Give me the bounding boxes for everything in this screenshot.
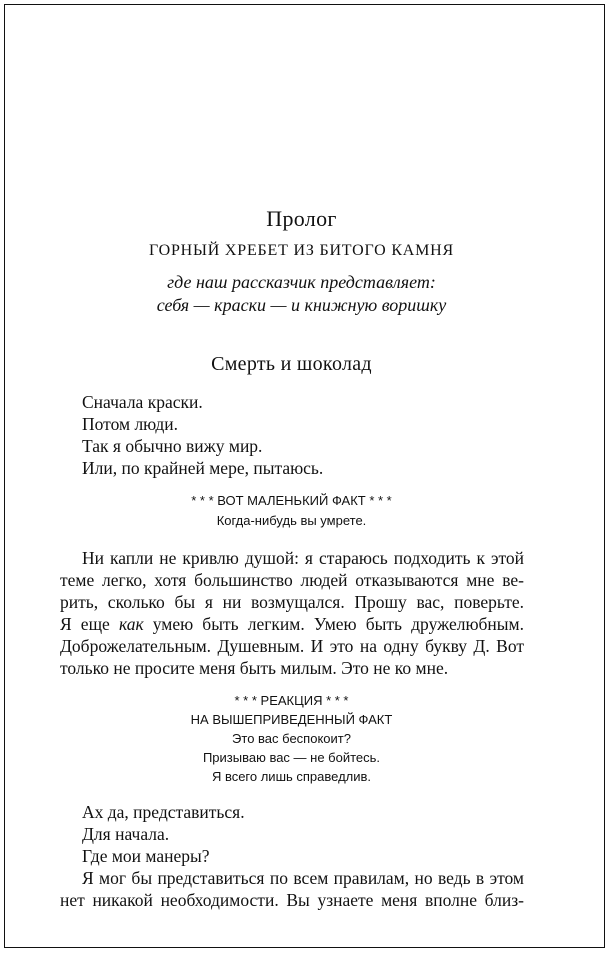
reaction-note-line: Это вас беспокоит? [232, 731, 351, 746]
paragraph-line: нет никакой необходимости. Вы узнаете меня вполне близ- [60, 890, 524, 910]
text-line: Где мои манеры? [82, 846, 210, 866]
reaction-note-subheading: НА ВЫШЕПРИВЕДЕННЫЙ ФАКТ [190, 712, 393, 727]
paragraph-line [60, 613, 524, 635]
reaction-note-line: Призываю вас — не бойтесь. [202, 750, 381, 765]
paragraph-line: только не просите меня быть милым. Это не ко мне. [60, 658, 449, 678]
text-line: Ах да, представиться. [82, 802, 245, 822]
prologue-subtitle: ГОРНЫЙ ХРЕБЕТ ИЗ БИТОГО КАМНЯ [148, 242, 455, 259]
paragraph-line: теме легко, хотя большинство людей отказываются мне ве- [60, 570, 524, 590]
paragraph-line-start: Я еще [60, 614, 110, 634]
text-line: Потом люди. [82, 414, 179, 434]
emphasis-word: как [118, 614, 144, 634]
text-line: Сначала краски. [82, 392, 203, 412]
paragraph-line: Доброжелательным. Душевным. И это на одну букву Д. Вот [60, 636, 524, 656]
paragraph-line: Ни капли не кривлю душой: я стараюсь подходить к этой [82, 548, 524, 568]
paragraph-line: Я мог бы представиться по всем правилам, но ведь в этом [82, 868, 524, 888]
prologue-title: Пролог [266, 206, 337, 231]
prologue-italic-line: себя — краски — и книжную воришку [156, 295, 447, 315]
chapter-title: Смерть и шоколад [211, 353, 372, 375]
text-line: Для начала. [82, 824, 170, 844]
fact-note-line: Когда-нибудь вы умрете. [216, 513, 367, 528]
reaction-note-line: Я всего лишь справедлив. [211, 769, 372, 784]
paragraph-line-rest: умею быть легким. Умею быть дружелюбным. [152, 614, 524, 634]
paragraph-line: рить, сколько бы я ни возмущался. Прошу вас, поверьте. [60, 592, 524, 612]
reaction-note-heading: * * * РЕАКЦИЯ * * * [234, 693, 349, 708]
text-line: Так я обычно вижу мир. [82, 436, 263, 456]
fact-note-heading: * * * ВОТ МАЛЕНЬКИЙ ФАКТ * * * [191, 493, 392, 508]
text-line: Или, по крайней мере, пытаюсь. [82, 458, 324, 478]
prologue-italic-line: где наш рассказчик представляет: [167, 272, 436, 292]
